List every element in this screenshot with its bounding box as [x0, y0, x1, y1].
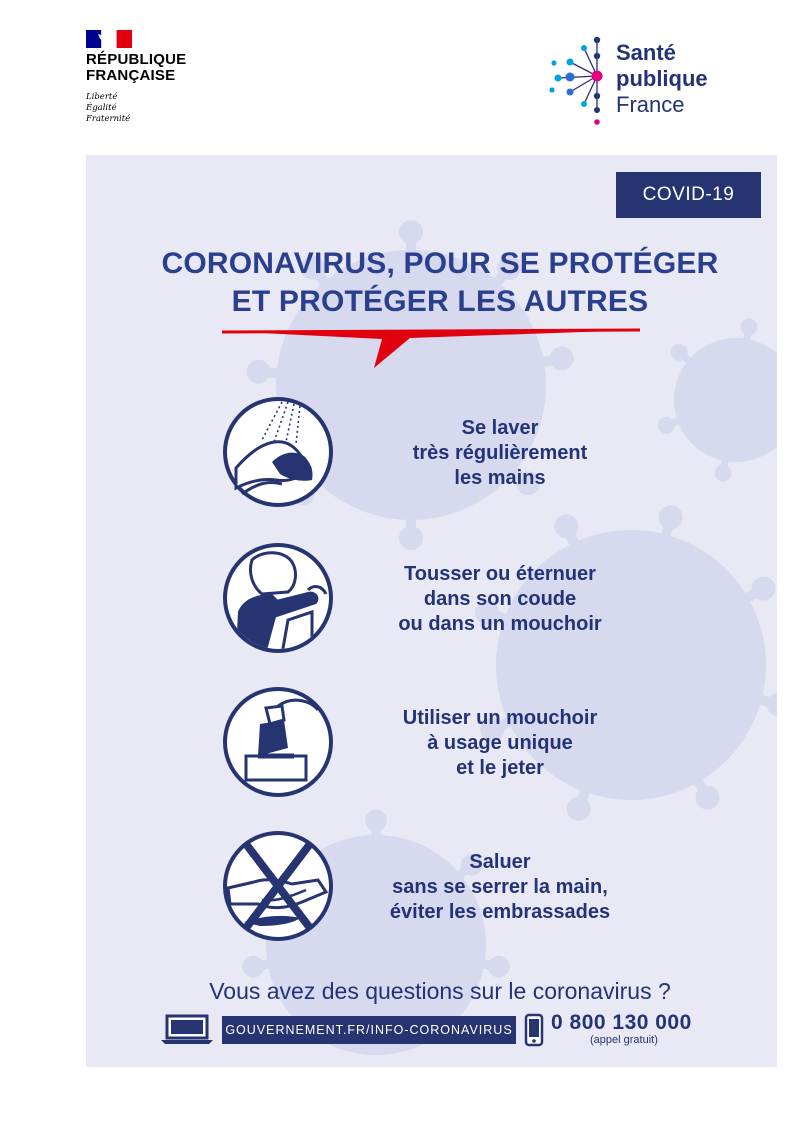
- republique-francaise-name: RÉPUBLIQUE FRANÇAISE: [86, 51, 187, 84]
- speech-bubble-underline: [220, 326, 644, 372]
- french-flag-icon: [86, 30, 132, 48]
- phone-icon: [524, 1013, 544, 1047]
- step-1-text: Se laver très régulièrement les mains: [412, 417, 588, 489]
- sante-publique-france-logo: [546, 30, 736, 130]
- phone-note: (appel gratuit): [590, 1034, 658, 1046]
- help-question: Vous avez des questions sur le coronavirus ?: [209, 978, 671, 1004]
- covid-19-badge: COVID-19: [616, 172, 761, 218]
- hand-washing-icon: [222, 396, 334, 508]
- laptop-icon: [159, 1014, 215, 1046]
- info-website-link[interactable]: GOUVERNEMENT.FR/INFO-CORONAVIRUS: [222, 1016, 516, 1044]
- step-2-text: Tousser ou éternuer dans son coude ou dans un mouchoir: [398, 563, 602, 635]
- cough-elbow-icon: [222, 542, 334, 654]
- page-title-line-2: ET PROTÉGER LES AUTRES: [231, 285, 649, 318]
- network-dots-icon: [546, 30, 612, 126]
- tissue-icon: [222, 686, 334, 798]
- phone-number[interactable]: 0 800 130 000: [551, 1011, 692, 1034]
- republic-motto: Liberté Égalité Fraternité: [86, 92, 131, 124]
- sante-publique-france-name: Santé publique France: [616, 40, 708, 117]
- step-3-text: Utiliser un mouchoir à usage unique et le jeter: [402, 707, 598, 779]
- page-title-line-1: CORONAVIRUS, POUR SE PROTÉGER: [161, 247, 719, 280]
- no-handshake-icon: [222, 830, 334, 942]
- step-4-text: Saluer sans se serrer la main, éviter les embrassades: [389, 851, 611, 923]
